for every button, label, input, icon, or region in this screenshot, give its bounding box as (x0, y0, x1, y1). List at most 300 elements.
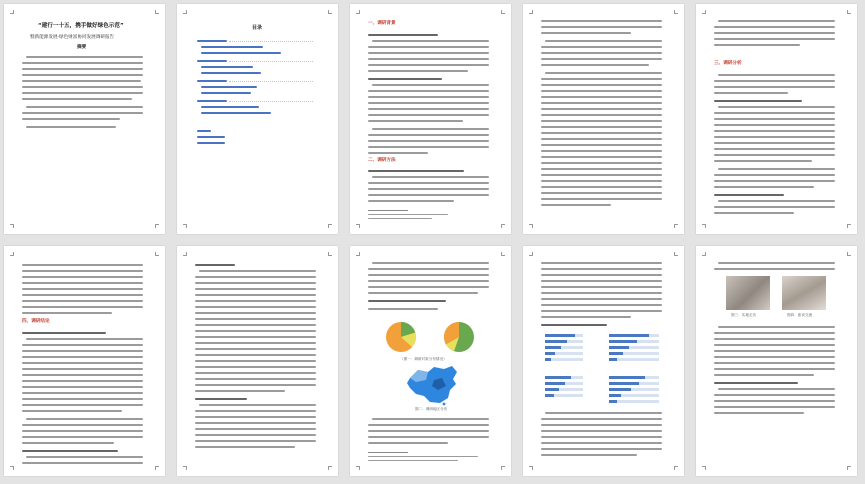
text-line (714, 356, 835, 358)
text-line (22, 332, 106, 334)
footnote-line (368, 460, 458, 461)
text-line (368, 188, 489, 190)
toc-entry[interactable] (201, 106, 259, 108)
text-line (22, 392, 143, 394)
toc-leader (229, 81, 313, 82)
bar-row (609, 358, 659, 361)
toc-entry[interactable] (201, 112, 271, 114)
text-line (195, 422, 316, 424)
bar-fill (609, 394, 621, 397)
text-line (541, 204, 611, 206)
bar-row (545, 334, 583, 337)
text-line (714, 362, 835, 364)
toc-leader (229, 101, 313, 102)
text-line (368, 424, 489, 426)
text-line (368, 286, 489, 288)
text-line (541, 418, 662, 420)
text-line (368, 96, 489, 98)
text-line (541, 108, 662, 110)
bar-row (609, 346, 659, 349)
text-line (195, 384, 316, 386)
text-line (368, 108, 489, 110)
keywords-line (26, 126, 116, 128)
toc-leader (229, 61, 313, 62)
bar-fill (545, 334, 575, 337)
bar-row (609, 400, 659, 403)
crop-mark (10, 252, 14, 256)
crop-mark (501, 252, 505, 256)
text-line (714, 136, 835, 138)
crop-mark (674, 224, 678, 228)
text-line (714, 374, 814, 376)
toc-entry[interactable] (201, 72, 261, 74)
text-line (195, 324, 316, 326)
text-line (195, 366, 316, 368)
text-line (195, 276, 316, 278)
crop-mark (328, 252, 332, 256)
text-line (199, 270, 316, 272)
bar-fill (545, 346, 561, 349)
crop-mark (501, 224, 505, 228)
pie-chart-left (384, 320, 418, 354)
crop-mark (529, 224, 533, 228)
text-line (372, 128, 489, 130)
pie-chart-right (442, 320, 476, 354)
footnote-line (368, 214, 448, 215)
document-page-8 (350, 246, 511, 476)
bar-fill (545, 352, 555, 355)
text-line (714, 130, 835, 132)
text-line (718, 106, 835, 108)
bar-fill (609, 382, 639, 385)
page-subtitle: 暨新能源发展·绿色财富协同发展调研报告 (30, 35, 115, 40)
crop-mark (702, 252, 706, 256)
text-line (541, 316, 631, 318)
photo-right (782, 276, 826, 310)
map-island (443, 403, 446, 406)
text-line (26, 338, 143, 340)
text-line (22, 380, 143, 382)
crop-mark (674, 10, 678, 14)
crop-mark (847, 10, 851, 14)
text-line (718, 168, 835, 170)
text-line (714, 80, 835, 82)
text-line (541, 32, 631, 34)
text-line (22, 436, 143, 438)
text-line (195, 398, 247, 400)
text-line (368, 102, 489, 104)
text-line (372, 418, 489, 420)
text-line (368, 430, 489, 432)
text-line (368, 52, 489, 54)
text-line (22, 430, 143, 432)
bar-fill (609, 358, 617, 361)
footnote-line (368, 218, 432, 219)
text-line (714, 382, 798, 384)
text-line (541, 64, 649, 66)
footnote-rule (368, 210, 408, 211)
text-line (714, 174, 835, 176)
bar-fill (545, 376, 571, 379)
text-line (541, 430, 662, 432)
figure-caption: （图一：调研对象分布情况） (400, 357, 447, 361)
text-line (22, 350, 143, 352)
text-line (22, 344, 143, 346)
bar-row (609, 352, 659, 355)
text-line (714, 344, 835, 346)
crop-mark (183, 252, 187, 256)
bar-row (545, 346, 583, 349)
text-line (22, 450, 118, 452)
text-line (368, 194, 489, 196)
text-line (26, 456, 143, 458)
bar-fill (609, 352, 623, 355)
text-line (368, 200, 454, 202)
toc-entry[interactable] (197, 60, 227, 62)
text-line (22, 276, 143, 278)
text-line (541, 324, 607, 326)
crop-mark (501, 10, 505, 14)
toc-entry[interactable] (197, 100, 227, 102)
text-line (714, 26, 835, 28)
bar-fill (545, 358, 551, 361)
map-caption: 图二：调研地区分布 (415, 407, 448, 411)
crop-mark (155, 10, 159, 14)
text-line (714, 112, 835, 114)
section-heading: 一、调研背景 (368, 21, 396, 26)
text-line (541, 174, 662, 176)
text-line (368, 152, 428, 154)
crop-mark (529, 466, 533, 470)
text-line (368, 90, 489, 92)
text-line (368, 182, 489, 184)
text-line (718, 388, 835, 390)
text-line (368, 436, 489, 438)
bar-row (545, 388, 583, 391)
bar-fill (609, 346, 629, 349)
crop-mark (328, 224, 332, 228)
bar-row (545, 352, 583, 355)
crop-mark (155, 466, 159, 470)
text-line (545, 72, 662, 74)
text-line (541, 126, 662, 128)
text-line (545, 40, 662, 42)
text-line (195, 336, 316, 338)
crop-mark (183, 10, 187, 14)
text-line (195, 410, 316, 412)
text-line (541, 156, 662, 158)
text-line (22, 398, 143, 400)
crop-mark (702, 224, 706, 228)
crop-mark (702, 466, 706, 470)
text-line (195, 378, 316, 380)
page-title: “建行一十五，携手做好绿色示范” (38, 23, 124, 29)
text-line (714, 194, 784, 196)
text-line (541, 292, 662, 294)
bar-row (609, 382, 659, 385)
text-line (372, 40, 489, 42)
text-line (714, 186, 814, 188)
bar-fill (609, 334, 649, 337)
text-line (22, 270, 143, 272)
text-line (541, 280, 662, 282)
document-page-6 (4, 246, 165, 476)
text-line (541, 304, 662, 306)
text-line (714, 38, 835, 40)
toc-entry[interactable] (201, 92, 251, 94)
bar-row (609, 388, 659, 391)
text-line (368, 308, 438, 310)
text-line (541, 274, 662, 276)
photo-caption-left: 图三：实地走访 (731, 313, 757, 317)
text-line (541, 102, 662, 104)
crop-mark (183, 224, 187, 228)
crop-mark (529, 10, 533, 14)
text-line (541, 150, 662, 152)
text-line (718, 200, 835, 202)
text-line (541, 286, 662, 288)
crop-mark (674, 252, 678, 256)
toc-entry[interactable] (201, 66, 253, 68)
text-line (368, 34, 438, 36)
text-line (714, 412, 804, 414)
crop-mark (155, 224, 159, 228)
text-line (372, 84, 489, 86)
document-page-4 (523, 4, 684, 234)
text-line (368, 280, 489, 282)
bar-row (545, 358, 583, 361)
text-line (718, 20, 835, 22)
text-line (541, 20, 662, 22)
text-line (714, 32, 835, 34)
text-line (22, 362, 143, 364)
crop-mark (501, 466, 505, 470)
text-line (714, 268, 835, 270)
text-line (368, 292, 478, 294)
text-line (541, 310, 662, 312)
text-line (541, 262, 662, 264)
text-line (541, 132, 662, 134)
bar-row (545, 394, 583, 397)
text-line (22, 86, 143, 88)
toc-entry[interactable] (197, 80, 227, 82)
section-heading: 三、调研分析 (714, 61, 742, 66)
toc-entry[interactable] (197, 130, 211, 132)
photo-caption-right: 图四：座谈交流 (787, 313, 813, 317)
text-line (195, 288, 316, 290)
text-line (714, 400, 835, 402)
text-line (714, 394, 835, 396)
bar-fill (545, 382, 565, 385)
bar-fill (609, 388, 631, 391)
bar-fill (609, 400, 617, 403)
text-line (195, 390, 285, 392)
text-line (541, 138, 662, 140)
text-line (368, 140, 489, 142)
text-line (541, 114, 662, 116)
text-line (714, 44, 800, 46)
text-line (541, 90, 662, 92)
text-line (368, 46, 489, 48)
text-line (718, 74, 835, 76)
text-line (541, 198, 662, 200)
text-line (22, 424, 143, 426)
crop-mark (328, 10, 332, 14)
text-line (714, 160, 812, 162)
text-line (541, 192, 662, 194)
crop-mark (183, 466, 187, 470)
text-line (22, 288, 143, 290)
text-line (368, 64, 489, 66)
bar-fill (609, 376, 645, 379)
text-line (372, 262, 489, 264)
document-page-3 (350, 4, 511, 234)
text-line (22, 300, 143, 302)
text-line (22, 112, 143, 114)
text-line (368, 442, 448, 444)
text-line (26, 56, 143, 58)
document-page-5 (696, 4, 857, 234)
text-line (541, 26, 662, 28)
bar-row (609, 376, 659, 379)
photo-left (726, 276, 770, 310)
crop-mark (10, 224, 14, 228)
text-line (195, 282, 316, 284)
text-line (368, 78, 442, 80)
text-line (714, 100, 802, 102)
toc-entry[interactable] (201, 86, 257, 88)
text-line (195, 318, 316, 320)
toc-heading: 目录 (252, 25, 263, 31)
footnote-rule (368, 452, 408, 453)
text-line (368, 58, 489, 60)
document-page-7 (177, 246, 338, 476)
text-line (714, 206, 835, 208)
text-line (195, 330, 316, 332)
toc-entry[interactable] (197, 136, 225, 138)
crop-mark (847, 224, 851, 228)
crop-mark (847, 252, 851, 256)
text-line (368, 146, 489, 148)
text-line (22, 80, 141, 82)
section-heading: 四、调研结论 (22, 319, 50, 324)
text-line (26, 106, 143, 108)
text-line (22, 92, 143, 94)
document-page-10 (696, 246, 857, 476)
text-line (22, 74, 143, 76)
text-line (199, 404, 316, 406)
text-line (195, 294, 316, 296)
text-line (195, 312, 316, 314)
text-line (541, 448, 662, 450)
text-line (195, 264, 235, 266)
text-line (368, 70, 468, 72)
text-line (714, 92, 788, 94)
text-line (541, 298, 662, 300)
text-line (541, 268, 662, 270)
text-line (195, 372, 316, 374)
text-line (368, 134, 489, 136)
document-page-1 (4, 4, 165, 234)
bar-row (609, 334, 659, 337)
text-line (195, 428, 316, 430)
text-line (545, 412, 662, 414)
bar-fill (545, 388, 559, 391)
text-line (195, 342, 316, 344)
text-line (195, 416, 316, 418)
text-line (22, 462, 143, 464)
text-line (22, 386, 143, 388)
crop-mark (356, 466, 360, 470)
text-line (714, 154, 835, 156)
text-line (714, 332, 835, 334)
text-line (714, 118, 835, 120)
text-line (541, 186, 662, 188)
text-line (22, 312, 112, 314)
text-line (22, 68, 143, 70)
text-line (718, 262, 835, 264)
crop-mark (356, 252, 360, 256)
bar-row (545, 376, 583, 379)
text-line (541, 84, 662, 86)
text-line (22, 368, 143, 370)
text-line (195, 300, 316, 302)
text-line (541, 168, 662, 170)
text-line (541, 442, 662, 444)
text-line (541, 96, 662, 98)
document-page-2 (177, 4, 338, 234)
text-line (541, 46, 662, 48)
text-line (714, 180, 835, 182)
text-line (714, 86, 835, 88)
text-line (22, 118, 120, 120)
text-line (368, 274, 489, 276)
toc-entry[interactable] (197, 40, 227, 42)
text-line (195, 434, 316, 436)
text-line (22, 306, 143, 308)
text-line (368, 114, 489, 116)
text-line (541, 424, 662, 426)
text-line (368, 268, 489, 270)
bar-fill (545, 340, 567, 343)
document-page-9 (523, 246, 684, 476)
crop-mark (356, 224, 360, 228)
text-line (22, 374, 143, 376)
text-line (368, 300, 446, 302)
text-line (22, 356, 143, 358)
text-line (368, 120, 463, 122)
text-line (22, 410, 122, 412)
text-line (22, 442, 114, 444)
bar-row (545, 382, 583, 385)
text-line (368, 170, 464, 172)
text-line (195, 360, 316, 362)
toc-entry[interactable] (201, 46, 263, 48)
map-region (407, 366, 457, 403)
crop-mark (674, 466, 678, 470)
text-line (26, 418, 143, 420)
text-line (541, 58, 662, 60)
crop-mark (10, 466, 14, 470)
toc-entry[interactable] (201, 52, 281, 54)
bar-row (609, 394, 659, 397)
text-line (372, 176, 489, 178)
text-line (195, 306, 316, 308)
text-line (714, 212, 794, 214)
text-line (714, 124, 835, 126)
toc-entry[interactable] (197, 142, 225, 144)
text-line (195, 440, 316, 442)
